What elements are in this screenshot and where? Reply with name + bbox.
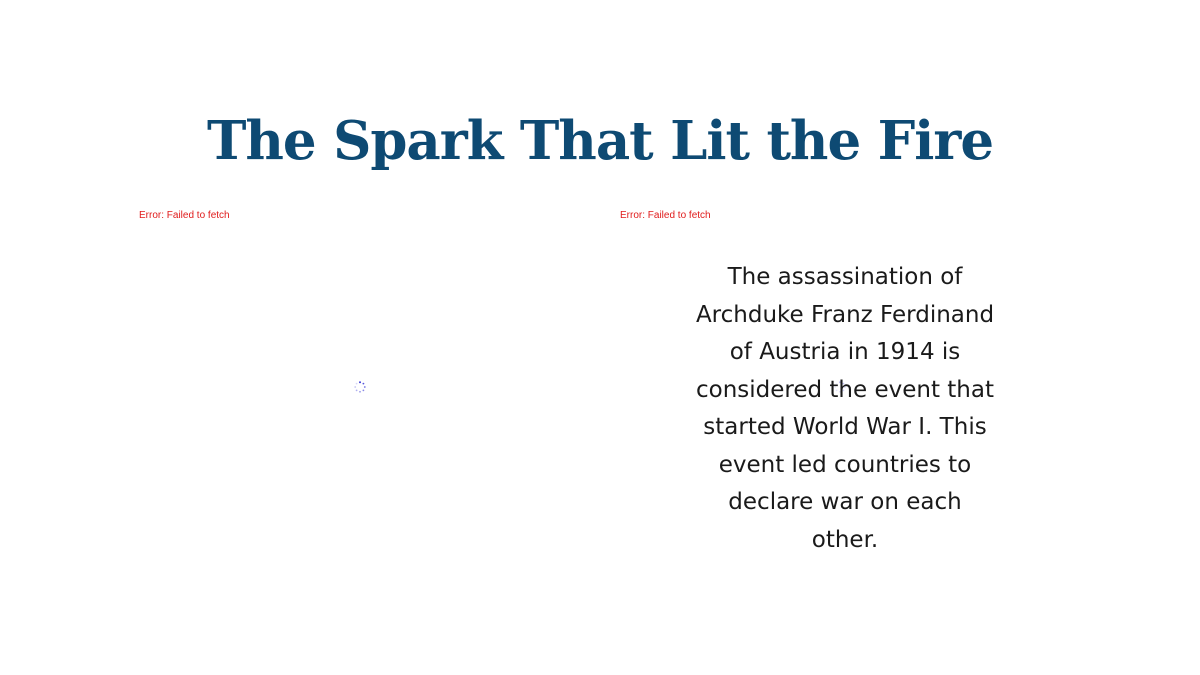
- loading-spinner-icon: [354, 381, 366, 393]
- left-image-error-message: Error: Failed to fetch: [139, 210, 230, 221]
- slide-body-text: The assassination of Archduke Franz Ferdinand of Austria in 1914 is considered the event that started World War I. This event led countries to declare war on each other.: [695, 264, 995, 553]
- slide-title: The Spark That Lit the Fire: [206, 110, 994, 172]
- right-image-error-message: Error: Failed to fetch: [620, 210, 711, 221]
